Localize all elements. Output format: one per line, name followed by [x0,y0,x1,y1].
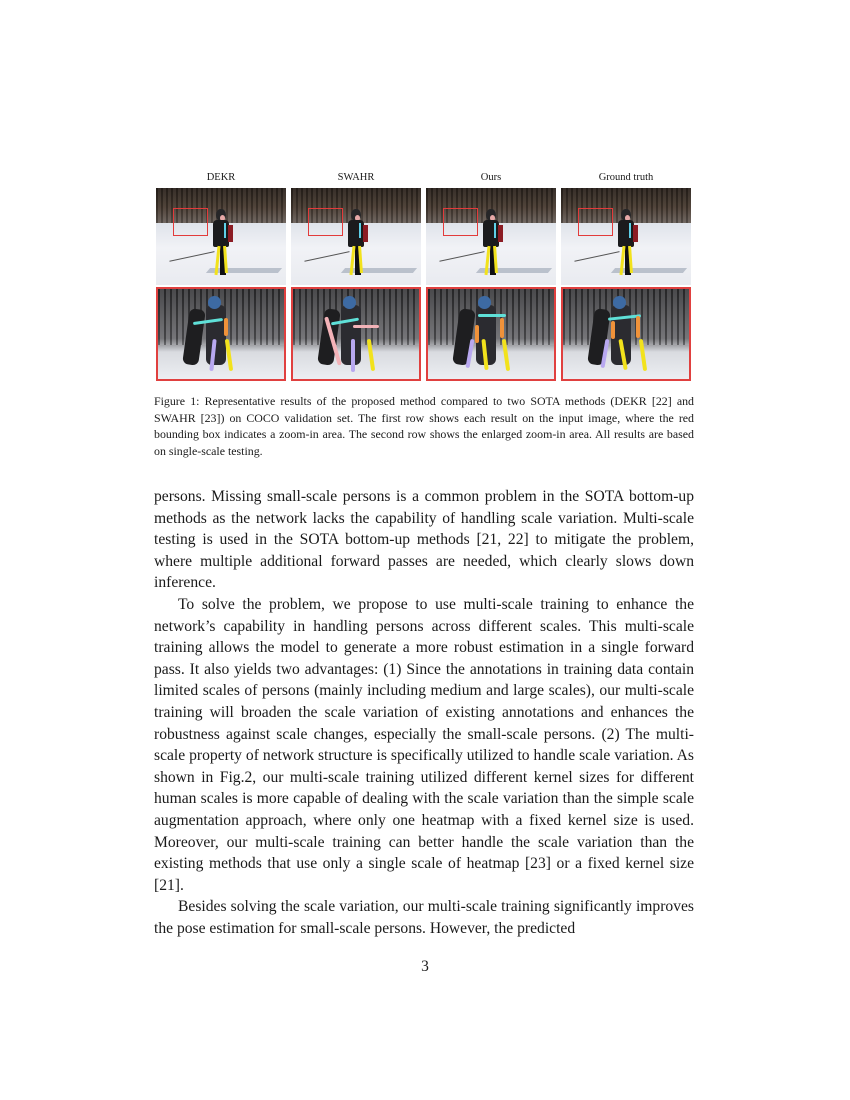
zoom-in-bounding-box [443,208,478,235]
column-label-ground-truth: Ground truth [598,172,654,183]
column-label-dekr: DEKR [206,172,236,183]
image-ours-zoom [426,287,556,381]
page-number: 3 [421,958,429,975]
image-ground-truth-full [561,188,691,285]
paragraph: To solve the problem, we propose to use multi-scale training to enhance the network’s capability in handling persons across different scales. This multi-scale training allows the model to generate a more robust estimation in a single forward pass. It also yields two advantages: (1) Since the annotations in training data contain limited scales of persons (mainly including medium and large scales), our multi-scale training will broaden the scale variation of existing annotations and enhances the robustness against scale changes, especially the small-scale persons. (2) The multi-scale property of network structure is specifically utilized to handle scale variation. As shown in Fig.2, our multi-scale training utilized different kernel sizes for different human scales is more capable of dealing with the scale variation than the simple scale augmentation approach, where only one heatmap with a fixed kernel size is used. Moreover, our multi-scale training can better handle the scale variation than the existing methods that use only a single scale of heatmap [23] or a fixed kernel size [21]. [154,595,694,894]
column-label-swahr: SWAHR [337,172,375,183]
image-swahr-full [291,188,421,285]
image-ours-full [426,188,556,285]
zoom-in-bounding-box [308,208,343,235]
image-dekr-zoom [156,287,286,381]
column-label-ours: Ours [480,172,502,183]
zoom-in-bounding-box [578,208,613,235]
image-swahr-zoom [291,287,421,381]
paragraph: persons. Missing small-scale persons is a common problem in the SOTA bottom-up methods as the network lacks the capability of handling scale variation. Multi-scale testing is used in the SOTA bottom-up methods [21, 22] to mitigate the problem, where multiple additional forward passes are needed, which clearly slows down inference. [154,488,694,592]
figure-caption: Figure 1: Representative results of the proposed method compared to two SOTA methods (DEKR [22] and SWAHR [23]) on COCO validation set. The first row shows each result on the input image, where the red bounding box indicates a zoom-in area. The second row shows the enlarged zoom-in area. All results are based on single-scale testing. [154,394,694,458]
image-ground-truth-zoom [561,287,691,381]
zoom-in-bounding-box [173,208,208,235]
image-dekr-full [156,188,286,285]
body-text [154,486,694,939]
paragraph: Besides solving the scale variation, our multi-scale training significantly improves the pose estimation for small-scale persons. However, the predicted [154,898,694,937]
